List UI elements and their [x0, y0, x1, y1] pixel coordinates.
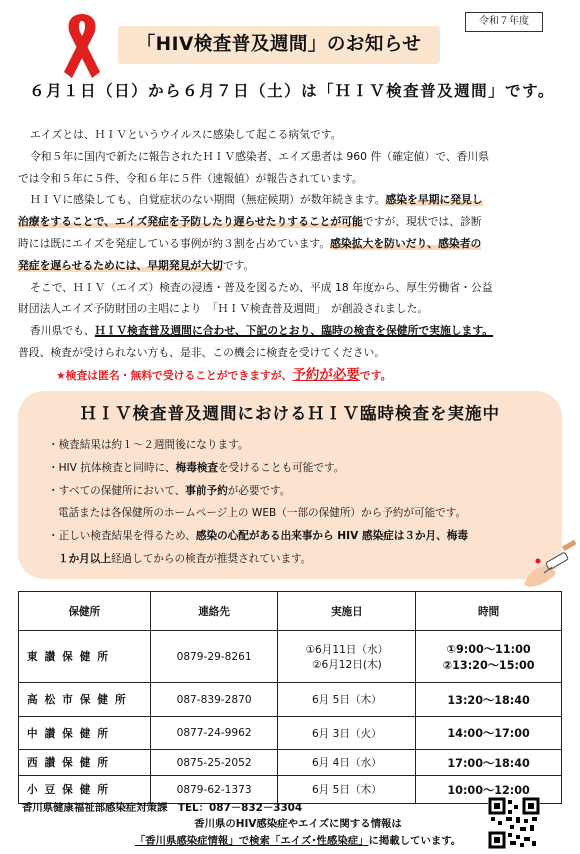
- highlight-text: 発症を遅らせるためには、早期発見が大切: [18, 258, 223, 272]
- text: ですが、現状では、診断: [362, 215, 482, 229]
- qr-code[interactable]: [488, 797, 540, 849]
- office-name: 小豆保健所: [19, 776, 151, 804]
- paragraph: そこで、ＨＩＶ（エイズ）検査の浸透・普及を図るため、平成 18 年度から、厚生労働省・公益: [30, 280, 493, 294]
- body-text: [18, 124, 564, 387]
- year-badge: 令和７年度: [465, 12, 543, 32]
- paragraph: では令和５年に５件、令和６年に５件（速報値）が報告されています。: [18, 171, 363, 185]
- phone-number: 087-839-2870: [150, 683, 278, 717]
- emphasis-text: 感染の心配がある出来事から HIV 感染症は３か月、梅毒: [195, 530, 468, 543]
- phone-number: 0879-29-8261: [150, 631, 278, 683]
- test-time: 10:00～12:00: [416, 776, 562, 804]
- table-row: [19, 750, 562, 776]
- notice-text: です。: [359, 368, 392, 382]
- contact-department: 香川県健康福祉部感染症対策課 TEL：087－832－3304: [22, 802, 303, 814]
- paragraph: [18, 255, 564, 277]
- paragraph: [18, 189, 564, 211]
- footer-info: [118, 832, 478, 847]
- column-header: 保健所: [19, 592, 151, 631]
- panel-list: [48, 434, 548, 571]
- notice-line: [18, 365, 564, 387]
- page-title: 「HIV検査普及週間」のお知らせ: [118, 26, 440, 64]
- footer-info: 香川県のHIV感染症やエイズに関する情報は: [194, 818, 402, 830]
- test-time: 13:20～18:40: [416, 683, 562, 717]
- test-date: 6月 4日（水）: [278, 750, 416, 776]
- text: ・正しい検査結果を得るため、: [48, 530, 196, 543]
- office-name: 中讃保健所: [19, 717, 151, 750]
- syringe-arm-icon: [522, 537, 578, 587]
- text: 経過してからの検査が推奨されています。: [110, 552, 312, 565]
- office-name: 東讃保健所: [19, 631, 151, 683]
- paragraph: 財団法人エイズ予防財団の主唱により 「ＨＩＶ検査普及週間」 が創設されました。: [18, 302, 429, 316]
- schedule-table: [18, 591, 562, 804]
- table-row: [19, 683, 562, 717]
- column-header: 実施日: [278, 592, 416, 631]
- column-header: 時間: [416, 592, 562, 631]
- list-item: ・検査結果は約１～２週間後になります。: [48, 439, 249, 451]
- emphasis-text: 梅毒検査: [175, 461, 219, 474]
- highlight-text: 感染を早期に発見し: [385, 193, 483, 207]
- test-time: 14:00～17:00: [416, 717, 562, 750]
- emphasis-text: ＨＩＶ検査普及週間に合わせ、下記のとおり、臨時の検査を保健所で実施します。: [94, 324, 494, 338]
- test-date: [278, 631, 416, 683]
- date-line: ①6月11日（水）: [305, 643, 389, 656]
- paragraph: [18, 211, 564, 233]
- page-subtitle: ６月１日（日）から６月７日（土）は「ＨＩＶ検査普及週間」です。: [29, 82, 555, 100]
- time-line: ②13:20～15:00: [442, 658, 535, 672]
- paragraph: 令和５年に国内で新たに報告されたＨＩＶ感染者、エイズ患者は 960 件（確定値）で、香川県: [30, 149, 490, 163]
- paragraph: エイズとは、ＨＩＶというウイルスに感染して起こる病気です。: [30, 128, 342, 141]
- text: が必要です。: [227, 484, 291, 497]
- text: です。: [222, 258, 255, 272]
- table-row: [19, 631, 562, 683]
- text: を受けることも可能です。: [218, 461, 345, 474]
- text: ・HIV 抗体検査と同時に、: [48, 461, 176, 474]
- list-item: [48, 457, 548, 480]
- phone-number: 0877-24-9962: [150, 717, 278, 750]
- test-time: 17:00～18:40: [416, 750, 562, 776]
- list-item: 電話または各保健所のホームページ上の WEB（一部の保健所）から予約が可能です。: [58, 507, 467, 520]
- text: ・すべての保健所において、: [48, 484, 186, 497]
- category-link[interactable]: 「エイズ･性感染症」: [269, 835, 369, 847]
- red-ribbon-icon: [52, 8, 112, 80]
- text: ＨＩＶに感染しても、自覚症状のない期間（無症候期）が数年続きます。: [30, 193, 386, 207]
- office-name: 高松市保健所: [19, 683, 151, 717]
- emphasis-text: １か月以上: [58, 552, 111, 565]
- time-line: ①9:00～11:00: [446, 642, 531, 656]
- date-line: ②6月12日(木): [311, 658, 382, 671]
- emphasis-text: 事前予約: [185, 484, 228, 497]
- phone-number: 0879-62-1373: [150, 776, 278, 804]
- highlight-text: 感染拡大を防いだり、感染者の: [330, 236, 482, 250]
- paragraph: [18, 233, 564, 255]
- test-date: 6月 5日（木）: [278, 683, 416, 717]
- column-header: 連絡先: [150, 592, 278, 631]
- test-date: 6月 3日（火）: [278, 717, 416, 750]
- notice-text: ★検査は匿名・無料で受けることができますが、: [56, 368, 293, 382]
- reservation-required: 予約が必要: [292, 366, 360, 383]
- table-row: [19, 717, 562, 750]
- text: 時には既にエイズを発症している事例が約３割を占めています。: [18, 236, 331, 250]
- list-item: [48, 525, 548, 548]
- highlight-text: 治療をすることで、エイズ発症を予防したり遅らせたりすることが可能: [18, 215, 363, 229]
- text: に掲載しています。: [368, 835, 462, 847]
- test-date: 6月 5日（木）: [278, 776, 416, 804]
- search-hint: 「香川県感染症情報」で検索: [134, 835, 270, 847]
- paragraph: [18, 320, 564, 342]
- list-item: [48, 480, 548, 503]
- text: 香川県でも、: [30, 324, 95, 338]
- paragraph: 普段、検査が受けられない方も、是非、この機会に検査を受けてください。: [18, 345, 386, 359]
- test-time: [416, 631, 562, 683]
- office-name: 西讃保健所: [19, 750, 151, 776]
- table-header-row: [19, 592, 562, 631]
- panel-title: ＨＩＶ検査普及週間におけるＨＩＶ臨時検査を実施中: [80, 404, 500, 423]
- list-item: [48, 548, 548, 571]
- phone-number: 0875-25-2052: [150, 750, 278, 776]
